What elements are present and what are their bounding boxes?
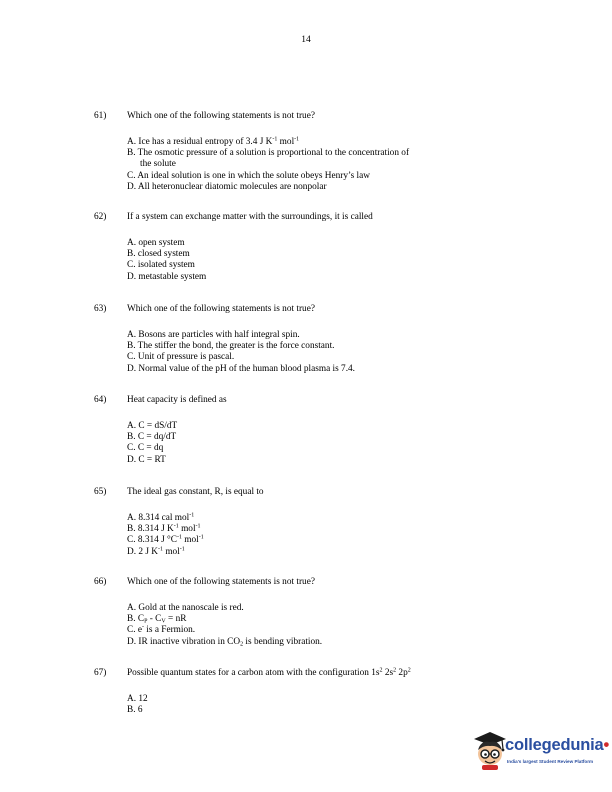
- option-d: D. All heteronuclear diatomic molecules are nonpolar: [127, 181, 327, 192]
- options-list: [127, 694, 527, 716]
- option-a: A. open system: [127, 238, 185, 248]
- page-number: 14: [301, 35, 311, 45]
- option-b: B. The stiffer the bond, the greater is the force constant.: [127, 341, 335, 352]
- option-d: D. metastable system: [127, 271, 207, 282]
- question-stem: Heat capacity is defined as: [127, 395, 227, 405]
- options-list: [127, 603, 527, 648]
- options-list: [127, 421, 527, 466]
- option-b: B. The osmotic pressure of a solution is proportional to the concentration of the solute: [127, 148, 410, 170]
- question-stem: The ideal gas constant, R, is equal to: [127, 487, 264, 497]
- option-d: D. C = RT: [127, 454, 166, 465]
- option-a: A. 8.314 cal mol$^{-1}$: [127, 512, 195, 523]
- question-number: 66): [94, 577, 107, 587]
- option-d: D. Normal value of the pH of the human blood plasma is 7.4.: [127, 363, 355, 374]
- option-a: A. C = dS/dT: [127, 421, 178, 431]
- options-list: [127, 330, 527, 375]
- question-number: 63): [94, 304, 107, 314]
- question-number: 65): [94, 487, 107, 497]
- question-number: 64): [94, 395, 107, 405]
- options-list: [127, 137, 527, 193]
- brand-name: collegedunia•: [505, 736, 610, 754]
- option-c: C. An ideal solution is one in which the solute obeys Henry’s law: [127, 170, 370, 181]
- option-c: C. Unit of pressure is pascal.: [127, 352, 235, 363]
- question-stem: Which one of the following statements is not true?: [127, 111, 315, 121]
- mascot-icon: [472, 730, 508, 770]
- option-c: C. e- is a Fermion.: [127, 624, 196, 636]
- question-number: 62): [94, 212, 107, 222]
- option-b: B. 8.314 J $K^{-1}$ mol$^{-1}$: [127, 523, 201, 535]
- option-b: B. C = dq/dT: [127, 432, 177, 443]
- question-stem: Which one of the following statements is not true?: [127, 577, 315, 587]
- option-a: A. Gold at the nanoscale is red.: [127, 603, 244, 613]
- options-list: [127, 238, 527, 283]
- question-number: 61): [94, 111, 107, 121]
- question-stem: Possible quantum states for a carbon atom with the configuration $1s^2$ $2s^2$ $2p^2$: [127, 667, 411, 678]
- option-b: B. 6: [127, 705, 143, 716]
- option-c: C. 8.314 J $^\circ C^{-1}$ mol$^{-1}$: [127, 534, 204, 546]
- option-b: B. $C_P - C_V$ = nR: [127, 614, 187, 625]
- question-stem: If a system can exchange matter with the surroundings, it is called: [127, 212, 373, 222]
- options-list: [127, 513, 527, 558]
- collegedunia-logo: [472, 730, 610, 778]
- option-a: A. Ice has a residual entropy of 3.4 J $K^{-1}$ mol$^{-1}$: [127, 136, 300, 147]
- option-c: C. C = dq: [127, 443, 164, 454]
- option-c: C. isolated system: [127, 260, 195, 271]
- option-d: D. 2 J $K^{-1}$ mol$^{-1}$: [127, 546, 185, 557]
- option-d: D. IR inactive vibration in $CO_2$ is bending vibration.: [127, 636, 323, 648]
- question-number: 67): [94, 668, 107, 678]
- brand-dot: •: [603, 736, 610, 754]
- option-b: B. closed system: [127, 249, 190, 260]
- brand-tagline: India's largest Student Review Platform: [507, 759, 594, 764]
- question-stem: Which one of the following statements is not true?: [127, 304, 315, 314]
- option-a: A. Bosons are particles with half integral spin.: [127, 330, 300, 340]
- option-a: A. 12: [127, 694, 148, 704]
